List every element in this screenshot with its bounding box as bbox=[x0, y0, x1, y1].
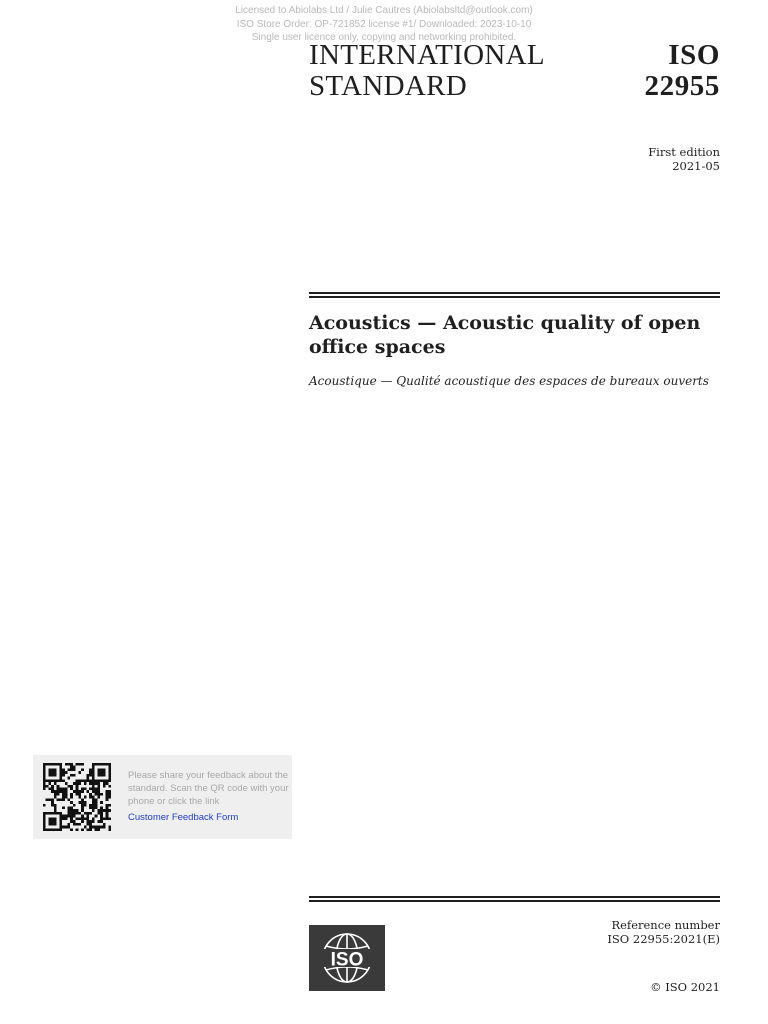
reference-value: ISO 22955:2021(E) bbox=[607, 931, 720, 946]
document-title: Acoustics — Acoustic quality of open office spaces bbox=[309, 312, 701, 358]
feedback-panel bbox=[33, 755, 292, 839]
iso-logo bbox=[309, 925, 385, 991]
edition-date: 2021-05 bbox=[672, 159, 720, 173]
feedback-prompt: Please share your feedback about the standard. Scan the QR code with your phone or click the link bbox=[128, 770, 289, 807]
license-line-2: ISO Store Order: OP-721852 license #1/ Downloaded: 2023-10-10 bbox=[236, 18, 532, 30]
license-line-3: Single user licence only, copying and networking prohibited. bbox=[251, 32, 517, 43]
iso-logo-text: ISO bbox=[330, 949, 364, 971]
title-divider-top bbox=[309, 292, 720, 298]
document-type bbox=[309, 40, 545, 102]
edition-info bbox=[648, 145, 720, 173]
standard-number-value: 22955 bbox=[644, 70, 720, 102]
qr-code-icon[interactable] bbox=[41, 763, 113, 831]
document-type-line-2: STANDARD bbox=[309, 70, 467, 102]
license-line-1: Licensed to Abiolabs Ltd / Julie Cautres (Abiolabsltd@outlook.com) bbox=[235, 5, 533, 16]
reference-number bbox=[607, 919, 720, 946]
reference-label: Reference number bbox=[611, 918, 720, 932]
document-title-french: Acoustique — Qualité acoustique des espaces de bureaux ouverts bbox=[309, 374, 709, 388]
standard-number bbox=[645, 40, 721, 102]
copyright-notice: © ISO 2021 bbox=[650, 980, 720, 994]
standard-org: ISO bbox=[668, 39, 720, 71]
edition-label: First edition bbox=[648, 145, 720, 159]
footer-divider bbox=[309, 896, 720, 902]
customer-feedback-link[interactable]: Customer Feedback Form bbox=[128, 812, 239, 823]
document-type-line-1: INTERNATIONAL bbox=[309, 39, 545, 71]
